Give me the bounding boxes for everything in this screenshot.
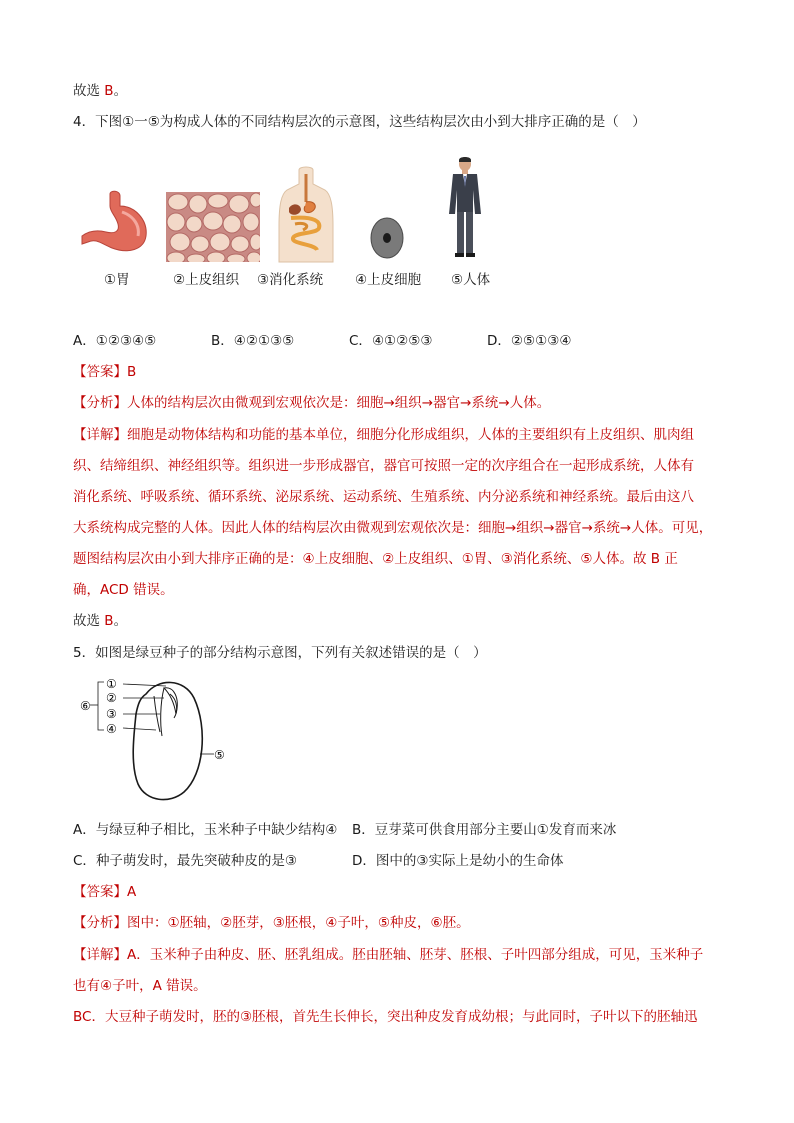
q4-detail-line-3: 消化系统、呼吸系统、循环系统、泌尿系统、运动系统、生殖系统、内分泌系统和神经系统。最后由这八 bbox=[73, 489, 694, 505]
q5-option-c: C．种子萌发时，最先突破种皮的是③ bbox=[73, 853, 298, 869]
q5-options-row-2 bbox=[73, 851, 564, 871]
q5-options-row-1 bbox=[73, 820, 616, 840]
q4-answer: 【答案】B bbox=[73, 364, 137, 380]
label-6: ⑥ bbox=[80, 699, 91, 713]
q4-detail-line-1: 【详解】细胞是动物体结构和功能的基本单位，细胞分化形成组织，人体的主要组织有上皮组织、肌肉组 bbox=[73, 427, 694, 443]
caption-stomach: ①胃 bbox=[104, 272, 130, 288]
q4-stem: 4．下图①一⑤为构成人体的不同结构层次的示意图，这些结构层次由小到大排序正确的是（ ） bbox=[73, 114, 646, 130]
label-5: ⑤ bbox=[214, 748, 225, 762]
q4-detail-line-5: 题图结构层次由小到大排序正确的是：④上皮细胞、②上皮组织、①胃、③消化系统、⑤人体。故 B 正 bbox=[73, 551, 678, 567]
caption-epithelial-cell: ④上皮细胞 bbox=[355, 272, 422, 288]
q4-analysis: 【分析】人体的结构层次由微观到宏观依次是：细胞→组织→器官→系统→人体。 bbox=[73, 395, 551, 411]
epithelial-cell-figure bbox=[369, 216, 405, 260]
human-body-figure bbox=[445, 156, 485, 260]
label-3: ③ bbox=[106, 707, 117, 721]
stomach-figure bbox=[80, 188, 152, 258]
mung-bean-seed-diagram bbox=[80, 674, 240, 806]
q4-detail-line-4: 大系统构成完整的人体。因此人体的结构层次由微观到宏观依次是：细胞→组织→器官→系统→人体。可见， bbox=[73, 520, 713, 536]
label-4: ④ bbox=[106, 722, 117, 736]
q4-options bbox=[73, 331, 571, 351]
q4-option-a: A．①②③④⑤ bbox=[73, 333, 157, 349]
caption-human-body: ⑤人体 bbox=[451, 272, 491, 288]
q4-conclusion: 故选 B。 bbox=[73, 613, 128, 629]
epithelial-tissue-figure bbox=[166, 192, 260, 262]
q5-analysis: 【分析】图中：①胚轴，②胚芽，③胚根，④子叶，⑤种皮，⑥胚。 bbox=[73, 915, 470, 931]
prev-conclusion: 故选 B。 bbox=[73, 83, 128, 99]
digestive-system-figure bbox=[275, 166, 337, 264]
caption-digestive-system: ③消化系统 bbox=[257, 272, 324, 288]
label-1: ① bbox=[106, 677, 117, 691]
q4-detail-line-2: 织、结缔组织、神经组织等。组织进一步形成器官，器官可按照一定的次序组合在一起形成系统，人体有 bbox=[73, 458, 694, 474]
q4-option-b: B．④②①③⑤ bbox=[211, 333, 295, 349]
label-2: ② bbox=[106, 691, 117, 705]
q5-option-b: B．豆芽菜可供食用部分主要山①发育而来冰 bbox=[352, 822, 617, 838]
q5-stem: 5．如图是绿豆种子的部分结构示意图，下列有关叙述错误的是（ ） bbox=[73, 645, 487, 661]
q5-detail-line-1: 【详解】A．玉米种子由种皮、胚、胚乳组成。胚由胚轴、胚芽、胚根、子叶四部分组成，可见，玉米种子 bbox=[73, 947, 704, 963]
q4-option-d: D．②⑤①③④ bbox=[487, 333, 572, 349]
caption-epithelial-tissue: ②上皮组织 bbox=[173, 272, 240, 288]
q4-option-c: C．④①②⑤③ bbox=[349, 333, 433, 349]
q5-detail-line-2: 也有④子叶，A 错误。 bbox=[73, 978, 207, 994]
q5-answer: 【答案】A bbox=[73, 884, 137, 900]
q5-option-d: D．图中的③实际上是幼小的生命体 bbox=[352, 853, 564, 869]
q5-option-a: A．与绿豆种子相比，玉米种子中缺少结构④ bbox=[73, 822, 338, 838]
q4-detail-line-6: 确，ACD 错误。 bbox=[73, 582, 174, 598]
q5-detail-line-3: BC．大豆种子萌发时，胚的③胚根，首先生长伸长，突出种皮发育成幼根；与此同时，子叶以下的胚轴迅 bbox=[73, 1009, 698, 1025]
